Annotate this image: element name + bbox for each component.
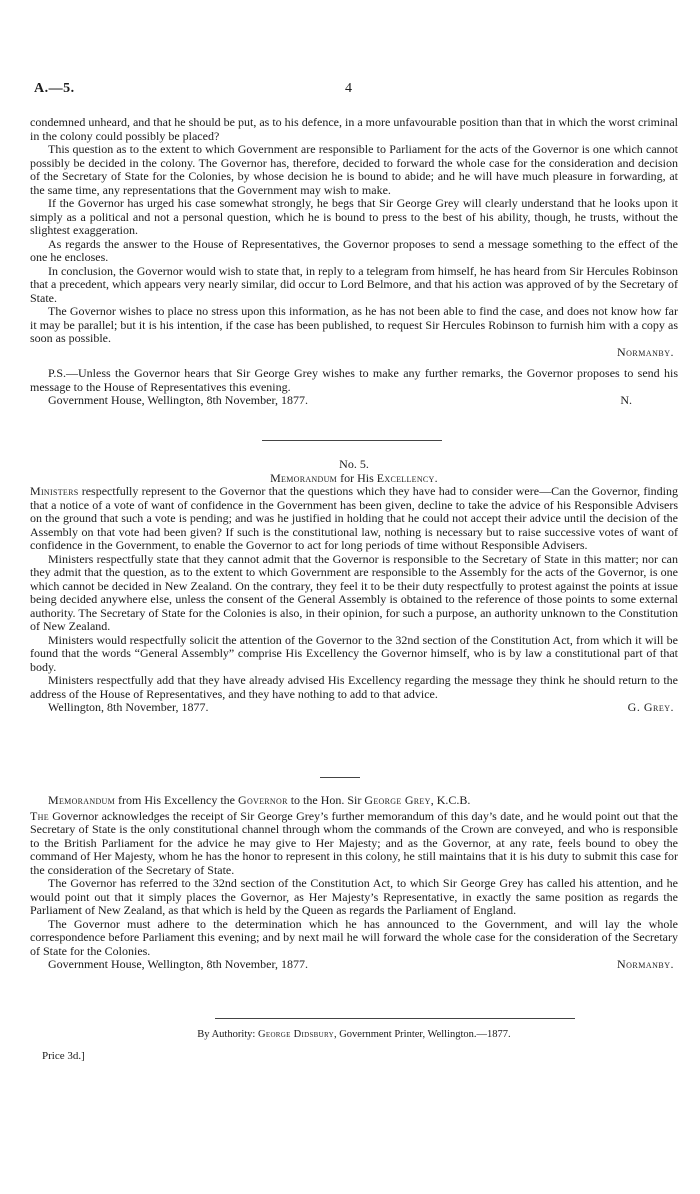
- memo-title-mid: for His: [337, 470, 377, 485]
- lead-word: Ministers: [30, 484, 79, 498]
- memo-title-end: Excellency.: [376, 470, 438, 485]
- paragraph: Ministers respectfully state that they cannot admit that the Governor is responsible to the Secretary of State in this matter; nor can they admit that the question, as to the extent to which Government are responsible to the Assembly for the acts of the Governor, is one which cannot be decided in New Zealand. On the contrary, they feel it to be their duty respectfully to protest against the points at issue being decided anywhere else, unless the consent of the General Assembly is obtained to the reference of those points to some external authority. The Secretary of State for the Colonies is also, in their opinion, for such a purpose, an authority unknown to the Constitution of New Zealand.: [30, 551, 678, 633]
- dateline-row: [30, 394, 678, 408]
- paragraph: This question as to the extent to which Government are responsible to Parliament for the acts of the Governor is one which cannot possibly be decided in the colony. The Governor has, therefore, decided to forward the whole case for the consideration and decision of the Secretary of State for the Colonies, by whose decision he is bound to abide; and he will have much pleasure in forwarding, at the same time, any representations that the Government may wish to make.: [30, 142, 678, 197]
- paragraph: Ministers respectfully add that they have already advised His Excellency regarding the message they think he should return to the address of the House of Representatives, and they have nothing to add to that advice.: [30, 673, 678, 701]
- dateline-row: [30, 701, 678, 715]
- heading-part: from His Excellency the: [115, 793, 238, 807]
- postscript: P.S.—Unless the Governor hears that Sir George Grey wishes to make any further remarks, the Governor proposes to send his message to the House of Representatives this evening.: [30, 366, 678, 394]
- paragraph-text: respectfully represent to the Governor that the questions which they have had to consider were—Can the Governor, finding that a notice of a vote of want of confidence in the Government has been given, decline to take the advice of his Responsible Advisers on the ground that such a vote is pending; and was he justified in holding that he could not accept their advice until the decision of the Assembly on that vote had been given? If such is the constitutional law, nothing is necessary but to raise successive votes of want of confidence in the Government, to enable the Governor to act for long periods of time without Responsible Advisers.: [30, 484, 678, 552]
- signature: Normanby.: [616, 344, 674, 359]
- lead-word: The: [30, 808, 49, 823]
- heading-part: , K.C.B.: [430, 793, 471, 807]
- price: Price 3d.]: [42, 1050, 85, 1062]
- paragraph: As regards the answer to the House of Representatives, the Governor proposes to send a message something to the effect of the one he encloses.: [30, 236, 678, 264]
- footer-rule: [215, 1018, 575, 1019]
- paragraph: The Governor must adhere to the determination which he has announced to the Government, and will lay the whole correspondence before Parliament this evening; and by next mail he will forward the whole case for the consideration of the Secretary of State for the Colonies.: [30, 916, 678, 958]
- memo-heading: [30, 794, 678, 808]
- memorandum-continuation: [30, 116, 678, 408]
- memorandum-from-governor: [30, 794, 678, 972]
- memo-title: [30, 472, 678, 486]
- signature-initial: N.: [620, 393, 632, 407]
- short-divider: [320, 777, 360, 778]
- dateline: Government House, Wellington, 8th November, 1877.: [48, 393, 308, 407]
- heading-part: Governor: [237, 793, 288, 807]
- paragraph: In conclusion, the Governor would wish to state that, in reply to a telegram from himself, he has heard from Sir Hercules Robinson that a precedent, which appears very nearly similar, did occur to Lord Belmore, and that his action was approved of by the Secretary of State.: [30, 263, 678, 305]
- signature: Normanby.: [616, 957, 674, 971]
- section-divider: [262, 440, 442, 441]
- paragraph: [30, 810, 678, 878]
- printer-name: George Didsbury: [257, 1029, 334, 1040]
- memo-number: No. 5.: [339, 457, 369, 471]
- page-number: 4: [345, 81, 352, 96]
- paragraph: If the Governor has urged his case somewhat strongly, he begs that Sir George Grey will clearly understand that he looks upon it simply as a political and not a personal question, which he is bound to press to the best of his ability, though, he trusts, without the slightest exaggeration.: [30, 196, 678, 237]
- heading-part: Memorandum: [48, 793, 116, 807]
- printer-imprint: [30, 1028, 678, 1042]
- paragraph: [30, 485, 678, 553]
- paragraph: The Governor has referred to the 32nd section of the Constitution Act, to which Sir George Grey has called his attention, and he would point out that it simply places the Governor, as Her Majesty’s Representative, in exactly the same position as regards the Parliament of New Zealand, as that which is held by the Queen as regards the Parliament of England.: [30, 876, 678, 917]
- dateline: Government House, Wellington, 8th November, 1877.: [48, 957, 308, 971]
- paragraph: condemned unheard, and that he should be put, as to his defence, in a more unfavourable position than that in which the worst criminal in the colony could possibly be placed?: [30, 115, 678, 143]
- paragraph-text: Governor acknowledges the receipt of Sir George Grey’s further memorandum of this day’s date, and he would point out that the Secretary of State is the only constitutional channel through whom the commands of the Crown are conveyed, and who is responsible to the British Parliament for the advice he may give to Her Majesty; and as the Governor, at any rate, feels bound to obey the command of Her Majesty, whom he has the honor to represent in this colony, he still maintains that it is his duty to submit this case for the consideration of the Secretary of State.: [30, 808, 678, 877]
- paragraph: Ministers would respectfully solicit the attention of the Governor to the 32nd section of the Constitution Act, from which it will be found that the words “General Assembly” comprise His Excellency the Governor himself, who is by law a constitutional part of that body.: [30, 632, 678, 674]
- imprint-line: [30, 1028, 678, 1042]
- heading-part: George Grey: [364, 793, 431, 807]
- document-reference: A.—5.: [34, 81, 75, 96]
- dateline-row: [30, 958, 678, 972]
- paragraph: The Governor wishes to place no stress upon this information, as he has not been able to find the case, and does not know how far it may be parallel; but it is his intention, if the case has been published, to request Sir Hercules Robinson to furnish him with a copy as soon as possible.: [30, 304, 678, 345]
- memorandum-no-5: [30, 458, 678, 715]
- dateline: Wellington, 8th November, 1877.: [48, 700, 209, 714]
- heading-part: to the Hon. Sir: [287, 793, 365, 807]
- imprint-rest: , Government Printer, Wellington.—1877.: [333, 1029, 511, 1040]
- signature: G. Grey.: [627, 700, 674, 714]
- memo-title-prefix: Memorandum: [270, 470, 338, 485]
- page-header: [30, 82, 678, 100]
- imprint-prefix: By Authority:: [197, 1029, 256, 1040]
